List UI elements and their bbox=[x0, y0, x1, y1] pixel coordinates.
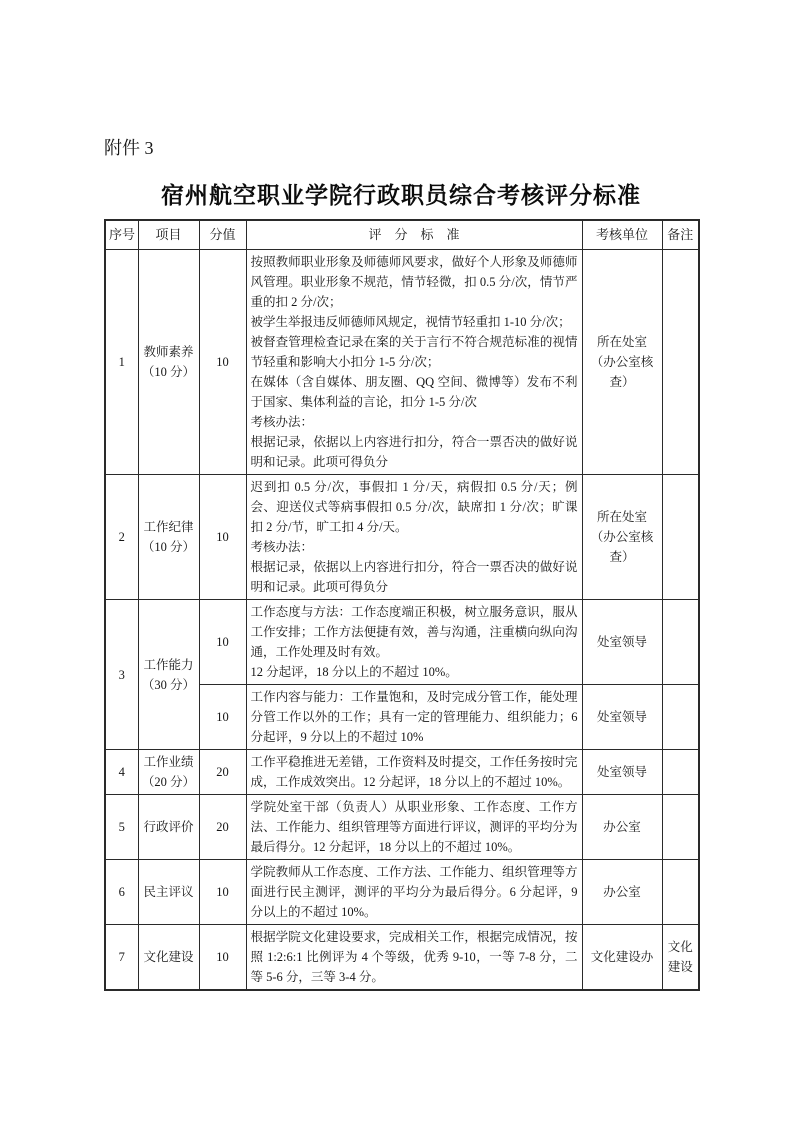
cell-line: 在媒体（含自媒体、朋友圈、QQ 空间、微博等）发布不利于国家、集体利益的言论，扣分 1-5 分/次 bbox=[250, 375, 578, 409]
cell-remark bbox=[662, 860, 699, 925]
cell-score: 20 bbox=[199, 795, 246, 860]
cell-score: 10 bbox=[199, 860, 246, 925]
cell-remark bbox=[662, 795, 699, 860]
cell-unit: 所在处室（办公室核查） bbox=[582, 250, 662, 475]
cell-line: 被督查管理检查记录在案的关于言行不符合规范标准的视情节轻重和影响大小扣分 1-5 分/次； bbox=[250, 335, 578, 369]
cell-line: （20 分） bbox=[141, 775, 196, 789]
assessment-score-table bbox=[104, 219, 700, 991]
cell-line: 工作态度与方法：工作态度端正积极，树立服务意识，服从工作安排；工作方法便捷有效，善与沟通，注重横向纵向沟通，工作处理及时有效。 bbox=[250, 605, 578, 659]
cell-line: 迟到扣 0.5 分/次，事假扣 1 分/天，病假扣 0.5 分/天；例会、迎送仪式等病事假扣 0.5 分/次，缺席扣 1 分/次；旷课扣 2 分/节，旷工扣 4 分/天。 bbox=[250, 480, 578, 534]
cell-line: 工作内容与能力：工作量饱和，及时完成分管工作，能处理分管工作以外的工作；具有一定的管理能力、组织能力；6 分起评，9 分以上的不超过 10% bbox=[250, 690, 578, 744]
cell-criteria bbox=[246, 795, 582, 860]
cell-score: 10 bbox=[199, 250, 246, 475]
table-body bbox=[105, 250, 699, 991]
cell-criteria bbox=[246, 250, 582, 475]
cell-criteria bbox=[246, 600, 582, 685]
cell-criteria bbox=[246, 475, 582, 600]
col-header-item: 项目 bbox=[138, 220, 199, 250]
cell-seq: 4 bbox=[105, 750, 138, 795]
cell-remark bbox=[662, 600, 699, 685]
cell-score: 10 bbox=[199, 475, 246, 600]
cell-line: 根据学院文化建设要求，完成相关工作，根据完成情况，按照 1:2:6:1 比例评为 4 个等级，优秀 9-10，一等 7-8 分，二等 5-6 分，三等 3-4 分。 bbox=[250, 930, 578, 984]
cell-unit: 办公室 bbox=[582, 795, 662, 860]
cell-line: 教师素养 bbox=[143, 345, 194, 359]
cell-unit: 处室领导 bbox=[582, 750, 662, 795]
table-row bbox=[105, 860, 699, 925]
cell-line: 根据记录，依据以上内容进行扣分，符合一票否决的做好说明和记录。此项可得负分 bbox=[250, 435, 578, 469]
cell-line: 工作平稳推进无差错，工作资料及时提交，工作任务按时完成，工作成效突出。12 分起评，18 分以上的不超过 10%。 bbox=[250, 755, 578, 789]
cell-score: 20 bbox=[199, 750, 246, 795]
cell-criteria bbox=[246, 685, 582, 750]
table-row bbox=[105, 250, 699, 475]
table-row bbox=[105, 475, 699, 600]
cell-unit: 所在处室（办公室核查） bbox=[582, 475, 662, 600]
table-row bbox=[105, 750, 699, 795]
table-row bbox=[105, 600, 699, 685]
col-header-seq: 序号 bbox=[105, 220, 138, 250]
cell-line: 民主评议 bbox=[143, 885, 194, 899]
cell-criteria bbox=[246, 925, 582, 991]
cell-item bbox=[138, 600, 199, 750]
col-header-score: 分值 bbox=[199, 220, 246, 250]
cell-item bbox=[138, 925, 199, 991]
attachment-label: 附件 3 bbox=[104, 138, 154, 158]
cell-line: （10 分） bbox=[141, 540, 196, 554]
table-header-row bbox=[105, 220, 699, 250]
cell-unit: 处室领导 bbox=[582, 685, 662, 750]
cell-criteria bbox=[246, 860, 582, 925]
cell-item bbox=[138, 860, 199, 925]
cell-line: 学院教师从工作态度、工作方法、工作能力、组织管理等方面进行民主测评，测评的平均分为最后得分。6 分起评，9 分以上的不超过 10%。 bbox=[250, 865, 578, 919]
cell-seq: 7 bbox=[105, 925, 138, 991]
cell-line: 考核办法： bbox=[250, 540, 314, 554]
col-header-criteria: 评 分 标 准 bbox=[246, 220, 582, 250]
cell-remark bbox=[662, 250, 699, 475]
cell-item bbox=[138, 750, 199, 795]
cell-line: 被学生举报违反师德师风规定，视情节轻重扣 1-10 分/次； bbox=[250, 315, 571, 329]
cell-item bbox=[138, 250, 199, 475]
cell-line: 按照教师职业形象及师德师风要求，做好个人形象及师德师风管理。职业形象不规范，情节轻微，扣 0.5 分/次，情节严重的扣 2 分/次； bbox=[250, 255, 578, 309]
cell-seq: 2 bbox=[105, 475, 138, 600]
cell-seq: 6 bbox=[105, 860, 138, 925]
cell-score: 10 bbox=[199, 685, 246, 750]
cell-remark bbox=[662, 475, 699, 600]
cell-item bbox=[138, 795, 199, 860]
cell-seq: 5 bbox=[105, 795, 138, 860]
cell-line: 根据记录，依据以上内容进行扣分，符合一票否决的做好说明和记录。此项可得负分 bbox=[250, 560, 578, 594]
cell-line: 工作业绩 bbox=[143, 755, 194, 769]
cell-line: 考核办法： bbox=[250, 415, 314, 429]
cell-line: 行政评价 bbox=[143, 820, 194, 834]
cell-line: （10 分） bbox=[141, 365, 196, 379]
cell-line: 文化建设 bbox=[143, 950, 194, 964]
cell-remark bbox=[662, 685, 699, 750]
cell-unit: 文化建设办 bbox=[582, 925, 662, 991]
cell-score: 10 bbox=[199, 925, 246, 991]
cell-item bbox=[138, 475, 199, 600]
col-header-remark: 备注 bbox=[662, 220, 699, 250]
cell-unit: 办公室 bbox=[582, 860, 662, 925]
col-header-unit: 考核单位 bbox=[582, 220, 662, 250]
cell-remark: 文化建设 bbox=[662, 925, 699, 991]
cell-line: 学院处室干部（负责人）从职业形象、工作态度、工作方法、工作能力、组织管理等方面进行评议，测评的平均分为最后得分。12 分起评，18 分以上的不超过 10%。 bbox=[250, 800, 578, 854]
table-row bbox=[105, 795, 699, 860]
cell-seq: 1 bbox=[105, 250, 138, 475]
page-title: 宿州航空职业学院行政职员综合考核评分标准 bbox=[161, 182, 641, 208]
cell-seq: 3 bbox=[105, 600, 138, 750]
cell-unit: 处室领导 bbox=[582, 600, 662, 685]
cell-score: 10 bbox=[199, 600, 246, 685]
cell-line: 12 分起评，18 分以上的不超过 10%。 bbox=[250, 665, 458, 679]
cell-line: （30 分） bbox=[141, 677, 196, 692]
cell-line: 工作纪律 bbox=[143, 520, 194, 534]
cell-remark bbox=[662, 750, 699, 795]
table-row bbox=[105, 925, 699, 991]
cell-criteria bbox=[246, 750, 582, 795]
cell-line: 工作能力 bbox=[143, 657, 194, 672]
